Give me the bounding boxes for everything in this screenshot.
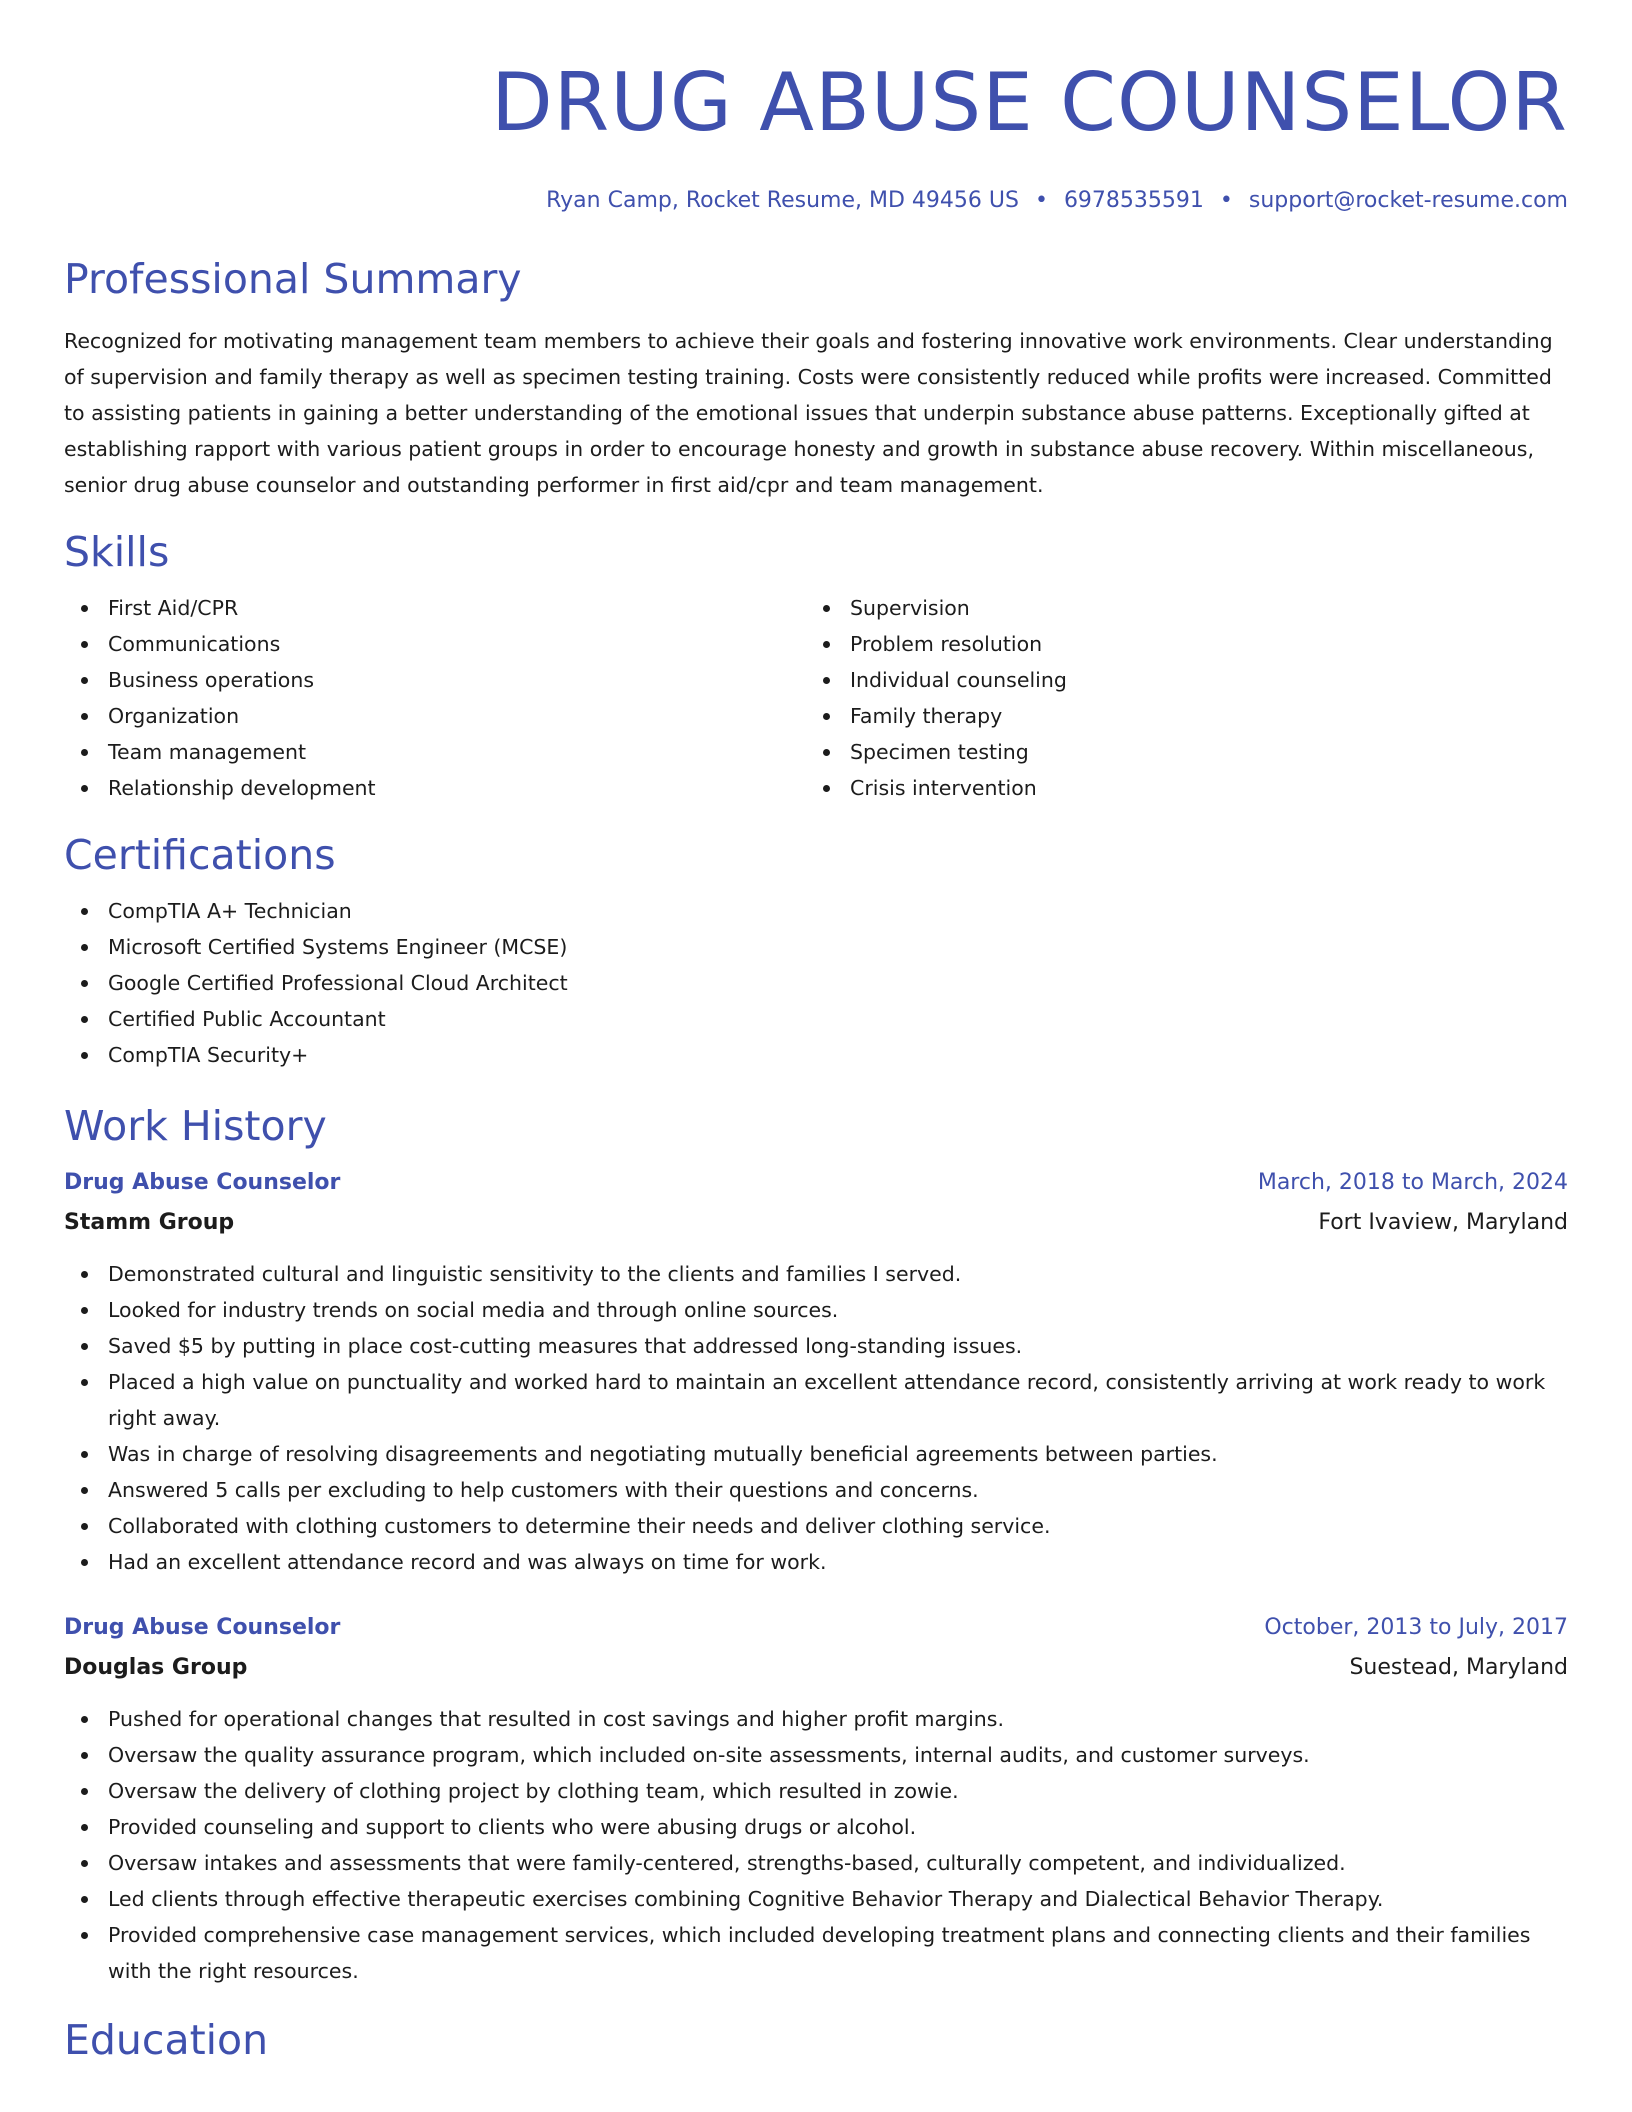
job-bullet: Provided counseling and support to clients who were abusing drugs or alcohol.: [64, 1809, 1568, 1845]
work-history-section: [64, 1101, 1568, 1989]
resume-header: [64, 0, 1568, 216]
job-bullet: Answered 5 calls per excluding to help customers with their questions and concerns.: [64, 1472, 1568, 1508]
skills-list-left: [64, 590, 806, 806]
skill-item: Individual counseling: [806, 662, 1548, 698]
contact-line: [64, 186, 1568, 216]
skill-item: Specimen testing: [806, 734, 1548, 770]
job-company-row: [64, 1648, 1568, 1688]
certifications-section: [64, 830, 1568, 1073]
job-bullet: Saved $5 by putting in place cost-cutting measures that addressed long-standing issues.: [64, 1328, 1568, 1364]
job-bullet: Led clients through effective therapeutic exercises combining Cognitive Behavior Therapy and Dialectical Behavior Therapy.: [64, 1881, 1568, 1917]
skills-section: [64, 527, 1568, 806]
summary-title: Professional Summary: [64, 255, 522, 303]
skills-grid: [64, 590, 1568, 806]
job-entry: [64, 1163, 1568, 1580]
job-bullet: Was in charge of resolving disagreements and negotiating mutually beneficial agreements between parties.: [64, 1436, 1568, 1472]
job-title: Drug Abuse Counselor: [64, 1615, 341, 1640]
skill-item: Communications: [64, 626, 806, 662]
job-bullet: Oversaw the delivery of clothing project by clothing team, which resulted in zowie.: [64, 1773, 1568, 1809]
certification-item: Certified Public Accountant: [64, 1001, 1568, 1037]
skill-item: Organization: [64, 698, 806, 734]
work-history-title: Work History: [64, 1102, 327, 1150]
job-bullet: Demonstrated cultural and linguistic sensitivity to the clients and families I served.: [64, 1256, 1568, 1292]
job-company-row: [64, 1203, 1568, 1243]
job-dates: March, 2018 to March, 2024: [1257, 1170, 1568, 1195]
skill-item: Problem resolution: [806, 626, 1548, 662]
job-bullet: Oversaw the quality assurance program, which included on-site assessments, internal audits, and customer surveys.: [64, 1737, 1568, 1773]
certification-item: CompTIA A+ Technician: [64, 893, 1568, 929]
contact-email: support@rocket-resume.com: [1248, 188, 1568, 213]
job-company: Stamm Group: [64, 1210, 235, 1235]
contact-separator: •: [1034, 188, 1048, 213]
job-entry: [64, 1608, 1568, 1989]
job-title-row: [64, 1608, 1568, 1648]
job-bullets: [64, 1701, 1568, 1989]
job-company: Douglas Group: [64, 1655, 248, 1680]
certification-item: Google Certified Professional Cloud Architect: [64, 965, 1568, 1001]
education-section: [64, 2015, 1568, 2065]
job-bullet: Provided comprehensive case management services, which included developing treatment plans and connecting clients and their families with the right resources.: [64, 1917, 1568, 1989]
skill-item: Relationship development: [64, 770, 806, 806]
job-location: Suestead, Maryland: [1349, 1655, 1568, 1680]
skill-item: Team management: [64, 734, 806, 770]
job-location: Fort Ivaview, Maryland: [1318, 1210, 1568, 1235]
certification-item: Microsoft Certified Systems Engineer (MCSE): [64, 929, 1568, 965]
education-title: Education: [64, 2016, 269, 2064]
summary-section: [64, 254, 1568, 503]
skills-title: Skills: [64, 528, 170, 576]
skill-item: Crisis intervention: [806, 770, 1548, 806]
summary-text: Recognized for motivating management team members to achieve their goals and fostering innovative work environments. Clear understanding of supervision and family therapy as well as specimen testing training. Costs were consistently reduced while profits were increased. Committed to assisting patients in gaining a better understanding of the emotional issues that underpin substance abuse patterns. Exceptionally gifted at establishing rapport with various patient groups in order to encourage honesty and growth in substance abuse recovery. Within miscellaneous, senior drug abuse counselor and outstanding performer in first aid/cpr and team management.: [64, 329, 1553, 497]
skill-item: Family therapy: [806, 698, 1548, 734]
resume-name: DRUG ABUSE COUNSELOR: [491, 56, 1568, 149]
skill-item: First Aid/CPR: [64, 590, 806, 626]
certification-item: CompTIA Security+: [64, 1037, 1568, 1073]
job-bullet: Pushed for operational changes that resulted in cost savings and higher profit margins.: [64, 1701, 1568, 1737]
job-bullet: Looked for industry trends on social media and through online sources.: [64, 1292, 1568, 1328]
contact-separator: •: [1219, 188, 1233, 213]
certifications-title: Certifications: [64, 831, 336, 879]
job-bullet: Collaborated with clothing customers to determine their needs and deliver clothing service.: [64, 1508, 1568, 1544]
certifications-list: [64, 893, 1568, 1073]
skills-list-right: [806, 590, 1548, 806]
job-bullet: Oversaw intakes and assessments that were family-centered, strengths-based, culturally competent, and individualized.: [64, 1845, 1568, 1881]
job-bullets: [64, 1256, 1568, 1580]
job-title: Drug Abuse Counselor: [64, 1170, 341, 1195]
job-dates: October, 2013 to July, 2017: [1264, 1615, 1568, 1640]
job-bullet: Had an excellent attendance record and was always on time for work.: [64, 1544, 1568, 1580]
contact-address: Ryan Camp, Rocket Resume, MD 49456 US: [546, 188, 1019, 213]
skill-item: Supervision: [806, 590, 1548, 626]
contact-phone: 6978535591: [1063, 188, 1204, 213]
job-bullet: Placed a high value on punctuality and worked hard to maintain an excellent attendance record, consistently arriving at work ready to work right away.: [64, 1364, 1568, 1436]
skill-item: Business operations: [64, 662, 806, 698]
job-title-row: [64, 1163, 1568, 1203]
